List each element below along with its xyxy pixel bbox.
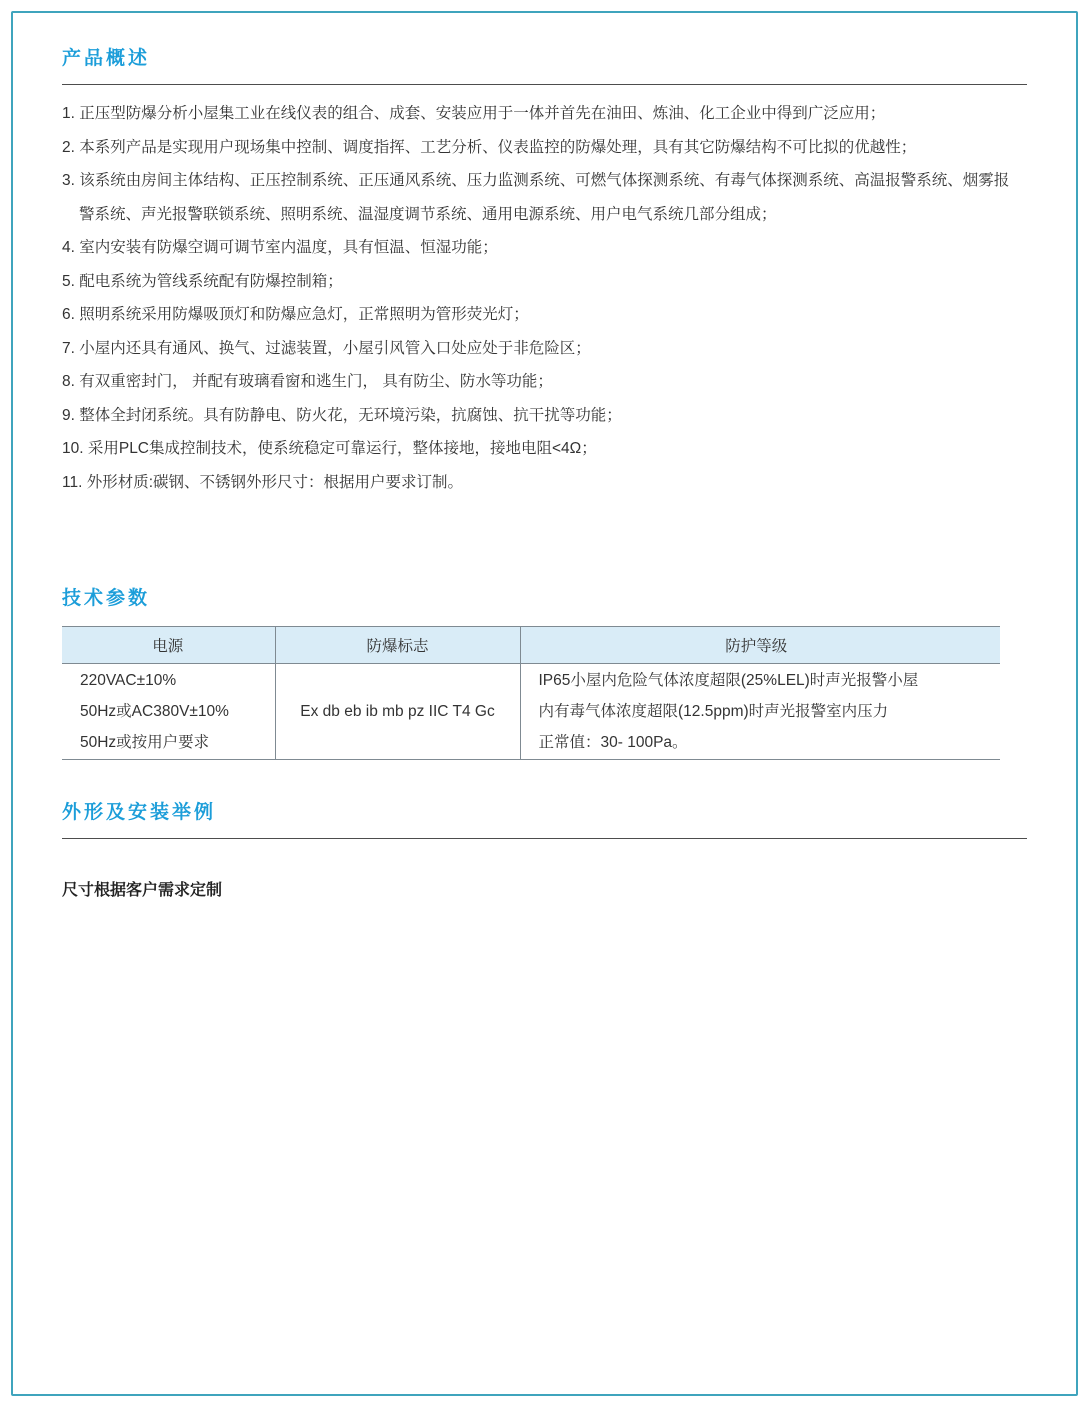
list-item: 3. 该系统由房间主体结构、正压控制系统、正压通风系统、压力监测系统、可燃气体探测系统、有毒气体探测系统、高温报警系统、烟雾报警系统、声光报警联锁系统、照明系统、温湿度调节系统、通用电源系统、用户电气系统几部分组成； [62, 172, 1010, 223]
custom-size-note: 尺寸根据客户需求定制 [62, 882, 223, 899]
table-header-row [62, 627, 1000, 664]
explosion-mark-cell: Ex db eb ib mb pz IIC T4 Gc [275, 664, 520, 760]
list-item: 10. 采用PLC集成控制技术，使系统稳定可靠运行，整体接地，接地电阻<4Ω； [62, 440, 597, 457]
overview-section-header [62, 45, 1027, 85]
list-item: 6. 照明系统采用防爆吸顶灯和防爆应急灯，正常照明为管形荧光灯； [62, 306, 529, 323]
list-item: 9. 整体全封闭系统。具有防静电、防火花，无环境污染，抗腐蚀、抗干扰等功能； [62, 406, 622, 424]
power-line: 50Hz或AC380V±10% [80, 703, 229, 720]
power-line: 220VAC±10% [80, 672, 177, 689]
installation-section-header [62, 799, 1027, 839]
list-item: 1. 正压型防爆分析小屋集工业在线仪表的组合、成套、安装应用于一体并首先在油田、炼油、化工企业中得到广泛应用； [62, 105, 886, 122]
power-line: 50Hz或按用户要求 [80, 734, 210, 751]
list-item: 8. 有双重密封门， 并配有玻璃看窗和逃生门， 具有防尘、防水等功能； [62, 373, 553, 390]
protection-level-cell [520, 664, 1000, 760]
page-frame [11, 11, 1078, 1396]
list-item: 2. 本系列产品是实现用户现场集中控制、调度指挥、工艺分析、仪表监控的防爆处理，具有其它防爆结构不可比拟的优越性； [62, 138, 917, 156]
overview-list [62, 97, 1012, 499]
list-item: 7. 小屋内还具有通风、换气、过滤装置，小屋引风管入口处应处于非危险区； [62, 339, 591, 357]
protection-line: 内有毒气体浓度超限(12.5ppm)时声光报警室内压力 [538, 703, 889, 720]
column-header-protection-level: 防护等级 [520, 627, 1000, 664]
column-header-explosion-mark: 防爆标志 [275, 627, 520, 664]
tech-section-header [62, 585, 1027, 613]
overview-section-title: 产品概述 [62, 48, 151, 69]
protection-line: 正常值：30- 100Pa。 [538, 734, 688, 751]
protection-line: IP65小屋内危险气体浓度超限(25%LEL)时声光报警小屋 [538, 672, 919, 689]
table-row [62, 664, 1000, 760]
list-item: 5. 配电系统为管线系统配有防爆控制箱； [62, 272, 343, 290]
installation-section-title: 外形及安装举例 [62, 802, 217, 823]
column-header-power: 电源 [62, 627, 275, 664]
list-item: 11. 外形材质:碳钢、不锈钢外形尺寸：根据用户要求订制。 [62, 473, 464, 491]
tech-params-table [62, 626, 1000, 760]
tech-section-title: 技术参数 [62, 588, 151, 609]
power-cell [62, 664, 275, 760]
list-item: 4. 室内安装有防爆空调可调节室内温度，具有恒温、恒湿功能； [62, 239, 498, 256]
